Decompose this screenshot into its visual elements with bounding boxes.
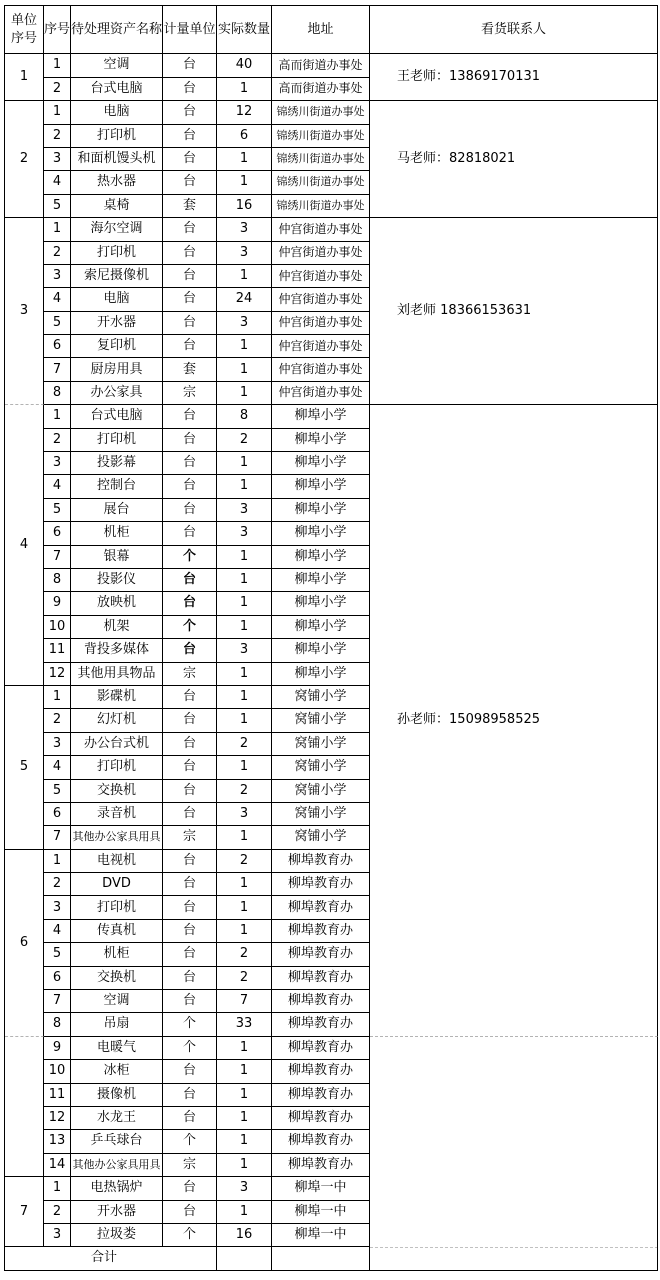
measure-unit-cell: 台 (163, 569, 217, 592)
actual-qty-cell: 1 (217, 171, 272, 194)
asset-name-cell: DVD (71, 873, 163, 896)
seq-cell: 2 (44, 125, 71, 148)
seq-cell: 2 (44, 242, 71, 265)
asset-name-cell: 银幕 (71, 546, 163, 569)
asset-name-cell: 电脑 (71, 101, 163, 124)
measure-unit-cell: 台 (163, 896, 217, 919)
total-qty-cell (217, 1247, 272, 1270)
measure-unit-cell: 台 (163, 452, 217, 475)
seq-cell: 4 (44, 920, 71, 943)
asset-name-cell: 机架 (71, 616, 163, 639)
seq-cell: 12 (44, 663, 71, 686)
asset-name-cell: 办公台式机 (71, 733, 163, 756)
measure-unit-cell: 台 (163, 78, 217, 101)
actual-qty-cell: 1 (217, 663, 272, 686)
table-header (5, 6, 658, 54)
address-cell: 柳埠教育办 (272, 850, 370, 873)
seq-cell: 3 (44, 265, 71, 288)
seq-cell: 1 (44, 54, 71, 77)
actual-qty-cell: 1 (217, 756, 272, 779)
asset-name-cell: 电视机 (71, 850, 163, 873)
asset-name-cell: 乒乓球台 (71, 1130, 163, 1153)
table-row (5, 101, 658, 124)
seq-cell: 10 (44, 616, 71, 639)
actual-qty-cell: 2 (217, 943, 272, 966)
actual-qty-cell: 1 (217, 335, 272, 358)
address-cell: 柳埠小学 (272, 499, 370, 522)
seq-cell: 14 (44, 1154, 71, 1177)
measure-unit-cell: 宗 (163, 382, 217, 405)
address-cell: 窝铺小学 (272, 756, 370, 779)
asset-name-cell: 其他办公家具用具 (71, 826, 163, 849)
asset-name-cell: 控制台 (71, 475, 163, 498)
asset-name-cell: 台式电脑 (71, 405, 163, 428)
actual-qty-cell: 3 (217, 522, 272, 545)
address-cell: 窝铺小学 (272, 709, 370, 732)
asset-name-cell: 开水器 (71, 1201, 163, 1224)
measure-unit-cell: 台 (163, 522, 217, 545)
measure-unit-cell: 台 (163, 475, 217, 498)
seq-cell: 2 (44, 78, 71, 101)
seq-cell: 7 (44, 546, 71, 569)
header-address: 地址 (272, 6, 370, 54)
measure-unit-cell: 台 (163, 1084, 217, 1107)
header-unit-no-line2: 序号 (10, 30, 37, 46)
seq-cell: 2 (44, 1201, 71, 1224)
address-cell: 柳埠小学 (272, 616, 370, 639)
measure-unit-cell: 台 (163, 288, 217, 311)
actual-qty-cell: 1 (217, 569, 272, 592)
seq-cell: 5 (44, 195, 71, 218)
measure-unit-cell: 台 (163, 943, 217, 966)
actual-qty-cell: 12 (217, 101, 272, 124)
address-cell: 仲宫街道办事处 (272, 288, 370, 311)
actual-qty-cell: 1 (217, 382, 272, 405)
actual-qty-cell: 2 (217, 780, 272, 803)
asset-name-cell: 热水器 (71, 171, 163, 194)
seq-cell: 7 (44, 990, 71, 1013)
header-contact: 看货联系人 (370, 6, 658, 54)
asset-name-cell: 台式电脑 (71, 78, 163, 101)
unit-no-cell (5, 1037, 44, 1177)
contact-cell: 刘老师 18366153631 (370, 218, 658, 405)
address-cell: 仲宫街道办事处 (272, 358, 370, 381)
actual-qty-cell: 1 (217, 1107, 272, 1130)
asset-name-cell: 传真机 (71, 920, 163, 943)
asset-name-cell: 幻灯机 (71, 709, 163, 732)
asset-name-cell: 电脑 (71, 288, 163, 311)
address-cell: 柳埠教育办 (272, 896, 370, 919)
table-row (5, 405, 658, 428)
measure-unit-cell: 台 (163, 101, 217, 124)
total-label-cell: 合计 (5, 1247, 217, 1270)
asset-disposal-sheet (4, 5, 660, 1271)
address-cell: 柳埠教育办 (272, 873, 370, 896)
address-cell: 柳埠教育办 (272, 1037, 370, 1060)
measure-unit-cell: 个 (163, 546, 217, 569)
actual-qty-cell: 1 (217, 709, 272, 732)
address-cell: 高而街道办事处 (272, 54, 370, 77)
seq-cell: 2 (44, 429, 71, 452)
asset-name-cell: 背投多媒体 (71, 639, 163, 662)
actual-qty-cell: 3 (217, 499, 272, 522)
measure-unit-cell: 台 (163, 639, 217, 662)
seq-cell: 1 (44, 850, 71, 873)
seq-cell: 2 (44, 709, 71, 732)
seq-cell: 3 (44, 896, 71, 919)
seq-cell: 1 (44, 1177, 71, 1200)
address-cell: 仲宫街道办事处 (272, 242, 370, 265)
actual-qty-cell: 24 (217, 288, 272, 311)
measure-unit-cell: 台 (163, 592, 217, 615)
contact-cell: 马老师：82818021 (370, 101, 658, 218)
asset-name-cell: 放映机 (71, 592, 163, 615)
actual-qty-cell: 16 (217, 1224, 272, 1247)
seq-cell: 12 (44, 1107, 71, 1130)
table-row (5, 1037, 658, 1060)
actual-qty-cell: 2 (217, 967, 272, 990)
actual-qty-cell: 3 (217, 1177, 272, 1200)
actual-qty-cell: 1 (217, 896, 272, 919)
address-cell: 柳埠小学 (272, 452, 370, 475)
table-row (5, 218, 658, 241)
measure-unit-cell: 宗 (163, 663, 217, 686)
asset-name-cell: 投影仪 (71, 569, 163, 592)
seq-cell: 9 (44, 592, 71, 615)
address-cell: 柳埠教育办 (272, 1154, 370, 1177)
actual-qty-cell: 3 (217, 639, 272, 662)
address-cell: 仲宫街道办事处 (272, 335, 370, 358)
address-cell: 锦绣川街道办事处 (272, 125, 370, 148)
address-cell: 柳埠小学 (272, 592, 370, 615)
address-cell: 锦绣川街道办事处 (272, 195, 370, 218)
actual-qty-cell: 6 (217, 125, 272, 148)
actual-qty-cell: 1 (217, 592, 272, 615)
actual-qty-cell: 1 (217, 475, 272, 498)
unit-no-cell: 4 (5, 405, 44, 686)
asset-name-cell: 摄像机 (71, 1084, 163, 1107)
asset-name-cell: 冰柜 (71, 1060, 163, 1083)
address-cell: 仲宫街道办事处 (272, 218, 370, 241)
address-cell: 柳埠教育办 (272, 1084, 370, 1107)
asset-name-cell: 机柜 (71, 522, 163, 545)
address-cell: 柳埠小学 (272, 639, 370, 662)
asset-name-cell: 开水器 (71, 312, 163, 335)
seq-cell: 1 (44, 218, 71, 241)
seq-cell: 5 (44, 312, 71, 335)
address-cell: 柳埠小学 (272, 546, 370, 569)
contact-cell (370, 1037, 658, 1271)
actual-qty-cell: 3 (217, 242, 272, 265)
actual-qty-cell: 3 (217, 218, 272, 241)
asset-name-cell: 机柜 (71, 943, 163, 966)
seq-cell: 4 (44, 756, 71, 779)
address-cell: 锦绣川街道办事处 (272, 148, 370, 171)
measure-unit-cell: 台 (163, 920, 217, 943)
measure-unit-cell: 个 (163, 1224, 217, 1247)
measure-unit-cell: 台 (163, 312, 217, 335)
contact-cell: 孙老师：15098958525 (370, 405, 658, 1037)
address-cell: 窝铺小学 (272, 826, 370, 849)
asset-name-cell: 和面机馒头机 (71, 148, 163, 171)
address-cell: 柳埠教育办 (272, 1130, 370, 1153)
measure-unit-cell: 台 (163, 756, 217, 779)
measure-unit-cell: 台 (163, 709, 217, 732)
actual-qty-cell: 1 (217, 616, 272, 639)
asset-disposal-table (4, 5, 658, 1271)
address-cell: 柳埠教育办 (272, 920, 370, 943)
seq-cell: 8 (44, 569, 71, 592)
actual-qty-cell: 2 (217, 733, 272, 756)
measure-unit-cell: 宗 (163, 826, 217, 849)
measure-unit-cell: 台 (163, 54, 217, 77)
address-cell: 柳埠一中 (272, 1201, 370, 1224)
measure-unit-cell: 台 (163, 429, 217, 452)
asset-name-cell: 影碟机 (71, 686, 163, 709)
asset-name-cell: 复印机 (71, 335, 163, 358)
address-cell: 柳埠一中 (272, 1224, 370, 1247)
address-cell: 柳埠小学 (272, 569, 370, 592)
actual-qty-cell: 8 (217, 405, 272, 428)
actual-qty-cell: 1 (217, 78, 272, 101)
actual-qty-cell: 2 (217, 850, 272, 873)
measure-unit-cell: 个 (163, 1013, 217, 1036)
actual-qty-cell: 1 (217, 1201, 272, 1224)
measure-unit-cell: 台 (163, 171, 217, 194)
unit-no-cell: 1 (5, 54, 44, 101)
header-seq: 序号 (44, 6, 71, 54)
asset-name-cell: 索尼摄像机 (71, 265, 163, 288)
address-cell: 锦绣川街道办事处 (272, 101, 370, 124)
seq-cell: 2 (44, 873, 71, 896)
actual-qty-cell: 1 (217, 1037, 272, 1060)
seq-cell: 3 (44, 148, 71, 171)
address-cell: 柳埠小学 (272, 429, 370, 452)
seq-cell: 4 (44, 475, 71, 498)
address-cell: 锦绣川街道办事处 (272, 171, 370, 194)
actual-qty-cell: 1 (217, 873, 272, 896)
seq-cell: 1 (44, 686, 71, 709)
address-cell: 仲宫街道办事处 (272, 312, 370, 335)
measure-unit-cell: 宗 (163, 1154, 217, 1177)
seq-cell: 4 (44, 171, 71, 194)
asset-name-cell: 打印机 (71, 429, 163, 452)
measure-unit-cell: 套 (163, 358, 217, 381)
asset-name-cell: 桌椅 (71, 195, 163, 218)
unit-no-cell: 7 (5, 1177, 44, 1247)
address-cell: 柳埠小学 (272, 522, 370, 545)
address-cell: 柳埠教育办 (272, 1107, 370, 1130)
asset-name-cell: 录音机 (71, 803, 163, 826)
asset-name-cell: 海尔空调 (71, 218, 163, 241)
seq-cell: 6 (44, 335, 71, 358)
measure-unit-cell: 台 (163, 780, 217, 803)
table-row (5, 54, 658, 77)
measure-unit-cell: 台 (163, 148, 217, 171)
actual-qty-cell: 1 (217, 452, 272, 475)
seq-cell: 6 (44, 803, 71, 826)
asset-name-cell: 吊扇 (71, 1013, 163, 1036)
measure-unit-cell: 个 (163, 1130, 217, 1153)
measure-unit-cell: 套 (163, 195, 217, 218)
asset-name-cell: 打印机 (71, 896, 163, 919)
measure-unit-cell: 台 (163, 873, 217, 896)
address-cell: 高而街道办事处 (272, 78, 370, 101)
address-cell: 柳埠教育办 (272, 943, 370, 966)
actual-qty-cell: 1 (217, 1130, 272, 1153)
asset-name-cell: 投影幕 (71, 452, 163, 475)
seq-cell: 7 (44, 358, 71, 381)
asset-name-cell: 交换机 (71, 967, 163, 990)
address-cell: 柳埠教育办 (272, 967, 370, 990)
address-cell: 窝铺小学 (272, 686, 370, 709)
header-unit-no-line1: 单位 (10, 13, 37, 29)
seq-cell: 10 (44, 1060, 71, 1083)
measure-unit-cell: 台 (163, 242, 217, 265)
seq-cell: 5 (44, 943, 71, 966)
asset-name-cell: 办公家具 (71, 382, 163, 405)
seq-cell: 8 (44, 382, 71, 405)
measure-unit-cell: 台 (163, 1107, 217, 1130)
unit-no-cell: 2 (5, 101, 44, 218)
actual-qty-cell: 3 (217, 803, 272, 826)
actual-qty-cell: 33 (217, 1013, 272, 1036)
actual-qty-cell: 1 (217, 1084, 272, 1107)
asset-name-cell: 打印机 (71, 242, 163, 265)
unit-no-cell: 3 (5, 218, 44, 405)
address-cell: 柳埠小学 (272, 663, 370, 686)
address-cell: 柳埠小学 (272, 405, 370, 428)
asset-name-cell: 空调 (71, 54, 163, 77)
measure-unit-cell: 台 (163, 265, 217, 288)
asset-name-cell: 其他办公家具用具 (71, 1154, 163, 1177)
unit-no-cell: 6 (5, 850, 44, 1037)
actual-qty-cell: 1 (217, 826, 272, 849)
measure-unit-cell: 台 (163, 850, 217, 873)
asset-name-cell: 厨房用具 (71, 358, 163, 381)
measure-unit-cell: 台 (163, 967, 217, 990)
actual-qty-cell: 1 (217, 920, 272, 943)
address-cell: 柳埠教育办 (272, 1013, 370, 1036)
measure-unit-cell: 台 (163, 990, 217, 1013)
seq-cell: 5 (44, 780, 71, 803)
asset-name-cell: 打印机 (71, 125, 163, 148)
actual-qty-cell: 40 (217, 54, 272, 77)
measure-unit-cell: 个 (163, 1037, 217, 1060)
asset-name-cell: 打印机 (71, 756, 163, 779)
header-asset-name: 待处理资产名称 (71, 6, 163, 54)
actual-qty-cell: 16 (217, 195, 272, 218)
asset-name-cell: 拉圾娄 (71, 1224, 163, 1247)
actual-qty-cell: 1 (217, 265, 272, 288)
seq-cell: 1 (44, 405, 71, 428)
seq-cell: 8 (44, 1013, 71, 1036)
contact-cell: 王老师：13869170131 (370, 54, 658, 101)
actual-qty-cell: 1 (217, 686, 272, 709)
measure-unit-cell: 台 (163, 335, 217, 358)
asset-name-cell: 水龙王 (71, 1107, 163, 1130)
seq-cell: 3 (44, 1224, 71, 1247)
seq-cell: 1 (44, 101, 71, 124)
header-measure-unit: 计量单位 (163, 6, 217, 54)
asset-name-cell: 交换机 (71, 780, 163, 803)
measure-unit-cell: 台 (163, 125, 217, 148)
actual-qty-cell: 1 (217, 148, 272, 171)
seq-cell: 11 (44, 1084, 71, 1107)
asset-name-cell: 空调 (71, 990, 163, 1013)
address-cell: 柳埠教育办 (272, 1060, 370, 1083)
asset-name-cell: 其他用具物品 (71, 663, 163, 686)
measure-unit-cell: 台 (163, 1060, 217, 1083)
unit-no-cell: 5 (5, 686, 44, 850)
measure-unit-cell: 个 (163, 616, 217, 639)
seq-cell: 6 (44, 967, 71, 990)
measure-unit-cell: 台 (163, 405, 217, 428)
seq-cell: 5 (44, 499, 71, 522)
asset-name-cell: 电暖气 (71, 1037, 163, 1060)
table-body (5, 54, 658, 1270)
measure-unit-cell: 台 (163, 499, 217, 522)
address-cell: 仲宫街道办事处 (272, 265, 370, 288)
seq-cell: 7 (44, 826, 71, 849)
seq-cell: 4 (44, 288, 71, 311)
address-cell: 柳埠教育办 (272, 990, 370, 1013)
seq-cell: 3 (44, 452, 71, 475)
actual-qty-cell: 1 (217, 1060, 272, 1083)
measure-unit-cell: 台 (163, 803, 217, 826)
asset-name-cell: 电热锅炉 (71, 1177, 163, 1200)
address-cell: 窝铺小学 (272, 803, 370, 826)
seq-cell: 13 (44, 1130, 71, 1153)
address-cell: 窝铺小学 (272, 733, 370, 756)
measure-unit-cell: 台 (163, 686, 217, 709)
total-address-cell (272, 1247, 370, 1270)
actual-qty-cell: 1 (217, 546, 272, 569)
actual-qty-cell: 7 (217, 990, 272, 1013)
measure-unit-cell: 台 (163, 1177, 217, 1200)
measure-unit-cell: 台 (163, 218, 217, 241)
address-cell: 柳埠小学 (272, 475, 370, 498)
actual-qty-cell: 1 (217, 358, 272, 381)
seq-cell: 11 (44, 639, 71, 662)
actual-qty-cell: 1 (217, 1154, 272, 1177)
header-actual-qty: 实际数量 (217, 6, 272, 54)
address-cell: 柳埠一中 (272, 1177, 370, 1200)
actual-qty-cell: 2 (217, 429, 272, 452)
seq-cell: 3 (44, 733, 71, 756)
seq-cell: 6 (44, 522, 71, 545)
measure-unit-cell: 台 (163, 1201, 217, 1224)
header-unit-no (5, 6, 44, 54)
measure-unit-cell: 台 (163, 733, 217, 756)
seq-cell: 9 (44, 1037, 71, 1060)
actual-qty-cell: 3 (217, 312, 272, 335)
asset-name-cell: 展台 (71, 499, 163, 522)
address-cell: 窝铺小学 (272, 780, 370, 803)
address-cell: 仲宫街道办事处 (272, 382, 370, 405)
